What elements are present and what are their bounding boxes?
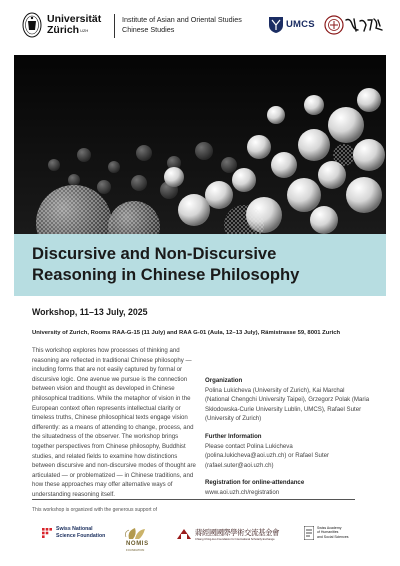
sassh-line3: and Social Sciences	[317, 534, 349, 539]
organization-heading: Organization	[205, 377, 243, 384]
university-abbrev: UZH	[80, 28, 89, 33]
registration-section	[205, 478, 370, 497]
nomis-wordmark: NOMIS	[126, 541, 149, 547]
institute-name	[122, 15, 242, 35]
details-column	[205, 346, 370, 506]
further-info-text[interactable]: Please contact Polina Lukicheva (polina.lukicheva@aoi.uzh.ch) or Rafael Suter (rafael.suter@aoi.uzh.ch)	[205, 442, 330, 469]
sassh-logo	[304, 526, 364, 548]
description-column	[32, 346, 198, 500]
snsf-logo	[42, 526, 114, 546]
nomis-subtitle: FOUNDATION	[126, 548, 145, 552]
partner-logos	[268, 14, 383, 36]
sassh-line2: of Humanities	[317, 530, 339, 535]
snsf-line1: Swiss National	[56, 526, 93, 532]
hero-image	[14, 55, 386, 234]
title-line2: Reasoning in Chinese Philosophy	[32, 265, 300, 284]
organization-text: Polina Lukicheva (University of Zurich), Kai Marchal (National Chengchi University Taipei), Grzegorz Polak (Maria Skłodowska-Curie University Lublin, UMCS), Rafael Suter (University of Zurich)	[205, 386, 370, 423]
nccu-seal-icon	[324, 15, 344, 35]
calligraphy-logo-icon	[344, 16, 384, 34]
ccku-english-name: Chiang Ching-kuo Foundation for International Scholarly Exchange	[195, 538, 275, 541]
registration-link[interactable]: www.aoi.uzh.ch/registration	[205, 488, 280, 496]
sassh-line1: Swiss Academy	[317, 526, 342, 530]
description-text: This workshop explores how processes of thinking and reasoning are reflected in traditional Chinese philosophy — including forms that are not easily captured by formal or discursive logic. One avenue we pursue is the connection between vision and thought as developed in Chinese philosophical traditions. While the metaphor of vision in the European context often represents intellectual clarity or timeless truths, Chinese philosophical texts engage vision differently: as a means of attending to change, process, and the situatedness of the observer. The workshop brings together perspectives from Chinese philosophy, Buddhist studies, and related fields to examine how distinctions between discursive and non-discursive modes of thought are articulated — or problematized — in Chinese traditions, and how these approaches may offer alternative ways of understanding reasoning itself.	[32, 347, 196, 498]
nomis-emblem-icon	[123, 526, 163, 541]
ccku-chinese-name: 蔣經國國際學術交流基金會	[195, 528, 279, 537]
support-note: This workshop is organized with the generous support of	[32, 507, 158, 513]
title-line1: Discursive and Non-Discursive	[32, 244, 277, 263]
university-name	[47, 14, 101, 36]
uzh-seal-icon	[22, 12, 42, 38]
page-title	[32, 243, 382, 285]
page-header	[0, 0, 400, 52]
university-name-line2: Zürich	[47, 24, 80, 36]
umcs-wordmark: UMCS	[286, 19, 315, 30]
university-name-line1: Universität	[47, 13, 102, 25]
sassh-text	[317, 526, 349, 539]
organization-section	[205, 376, 370, 424]
institute-line1: Institute of Asian and Oriental Studies	[122, 15, 242, 24]
further-info-heading: Further Information	[205, 432, 262, 440]
snsf-grid-icon	[42, 528, 52, 538]
nomis-logo	[123, 526, 163, 552]
spheres-illustration	[14, 55, 386, 234]
workshop-date: Workshop, 11–13 July, 2025	[32, 307, 148, 317]
sassh-emblem-icon	[304, 526, 314, 540]
snsf-text	[56, 526, 105, 539]
institute-line2: Chinese Studies	[122, 25, 175, 34]
venue-line: University of Zurich, Rooms RAA-G-15 (11 July) and RAA G-01 (Aula, 12–13 July), Rämistrasse 59, 8001 Zurich	[32, 330, 341, 336]
snsf-line2: Science Foundation	[56, 532, 106, 539]
umcs-emblem-icon	[268, 16, 284, 34]
footer-divider	[32, 499, 355, 500]
further-info-section	[205, 432, 370, 470]
ccku-emblem-icon	[176, 528, 192, 540]
ccku-logo	[176, 526, 291, 548]
registration-heading: Registration for online-attendance	[205, 479, 305, 487]
header-divider	[114, 14, 115, 38]
